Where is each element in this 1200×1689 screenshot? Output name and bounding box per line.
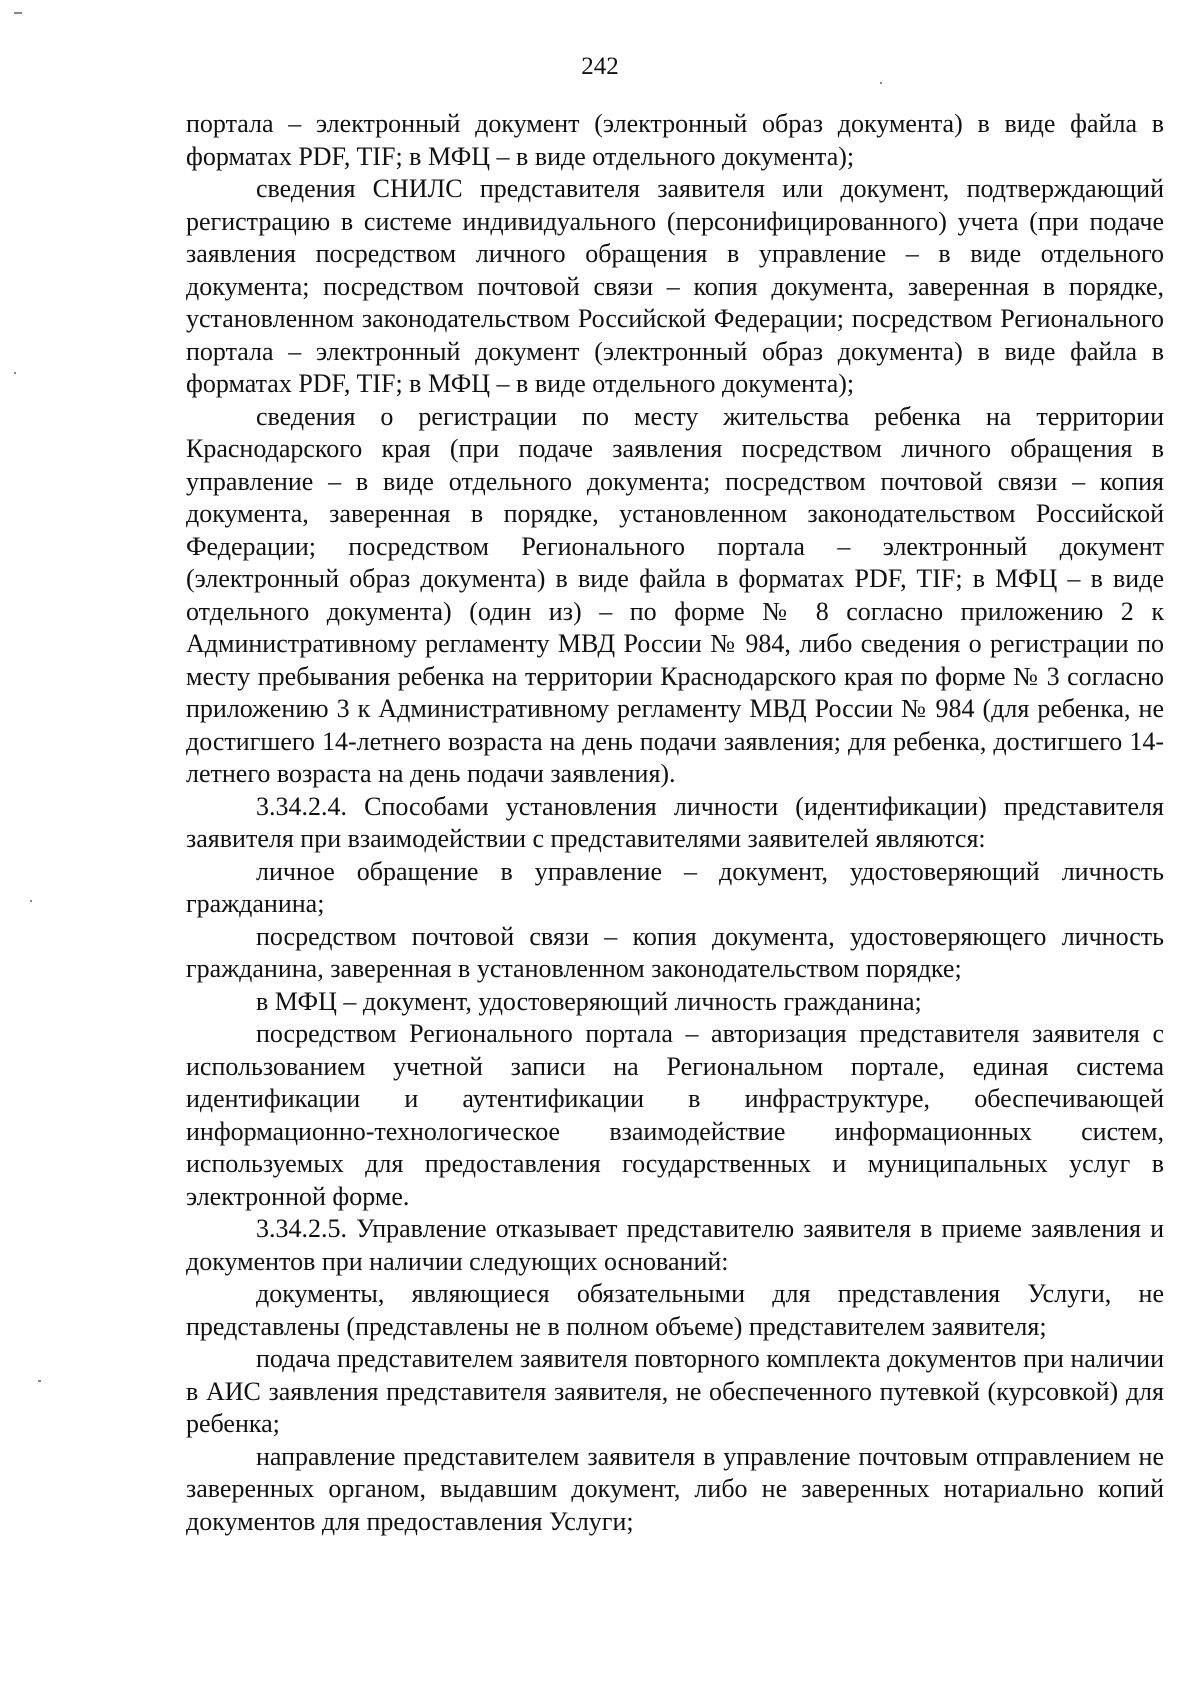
paragraph: посредством Регионального портала – авторизация представителя заявителя с использованием учетной записи на Региональном портале, единая система идентификации и аутентификации в инфраструктуре, обеспечивающей информационно-технологическое взаимодействие информационных систем, используемых для предоставления государственных и муниципальных услуг в электронной форме.	[186, 1019, 1164, 1211]
paragraph: в МФЦ – документ, удостоверяющий личность гражданина;	[256, 986, 922, 1016]
scan-speck	[38, 1380, 41, 1382]
paragraph: сведения о регистрации по месту жительства ребенка на территории Краснодарского края (при подаче заявления посредством личного обращения в управление – в виде отдельного документа; посредством почтовой связи – копия документа, заверенная в порядке, установленном законодательством Российской Федерации; посредством Регионального портала – электронный документ (электронный образ документа) в виде файла в форматах PDF, TIF; в МФЦ – в виде отдельного документа) (один из) – по форме № 8 согласно приложению 2 к Административному регламенту МВД России № 984, либо сведения о регистрации по месту пребывания ребенка на территории Краснодарского края по форме № 3 согласно приложению 3 к Административному регламенту МВД России № 984 (для ребенка, не достигшего 14-летнего возраста на день подачи заявления; для ребенка, достигшего 14-летнего возраста на день подачи заявления).	[186, 401, 1164, 788]
paragraph: подача представителем заявителя повторного комплекта документов при наличии в АИС заявления представителя заявителя, не обеспеченного путевкой (курсовкой) для ребенка;	[186, 1344, 1164, 1438]
scan-speck	[14, 12, 22, 14]
paragraph: направление представителем заявителя в управление почтовым отправлением не заверенных органом, выдавшим документ, либо не заверенных нотариально копий документов для предоставления Услуги;	[186, 1441, 1164, 1536]
paragraph: личное обращение в управление – документ, удостоверяющий личность гражданина;	[186, 856, 1164, 918]
paragraph: 3.34.2.5. Управление отказывает представителю заявителя в приеме заявления и документов при наличии следующих оснований:	[186, 1214, 1164, 1276]
paragraph: портала – электронный документ (электронный образ документа) в виде файла в форматах PDF, TIF; в МФЦ – в виде отдельного документа);	[186, 109, 1164, 171]
scan-speck	[14, 372, 16, 374]
document-body	[186, 108, 1164, 1538]
paragraph: 3.34.2.4. Способами установления личности (идентификации) представителя заявителя при взаимодействии с представителями заявителей являются:	[186, 791, 1164, 853]
paragraph: документы, являющиеся обязательными для представления Услуги, не представлены (представлены не в полном объеме) представителем заявителя;	[186, 1279, 1164, 1341]
paragraph: сведения СНИЛС представителя заявителя или документ, подтверждающий регистрацию в системе индивидуального (персонифицированного) учета (при подаче заявления посредством личного обращения в управление – в виде отдельного документа; посредством почтовой связи – копия документа, заверенная в порядке, установленном законодательством Российской Федерации; посредством Регионального портала – электронный документ (электронный образ документа) в виде файла в форматах PDF, TIF; в МФЦ – в виде отдельного документа);	[186, 174, 1164, 398]
page-number: 242	[581, 53, 619, 80]
paragraph: посредством почтовой связи – копия документа, удостоверяющего личность гражданина, заверенная в установленном законодательством порядке;	[186, 921, 1164, 983]
scan-speck	[30, 900, 32, 902]
scan-speck	[880, 82, 882, 84]
